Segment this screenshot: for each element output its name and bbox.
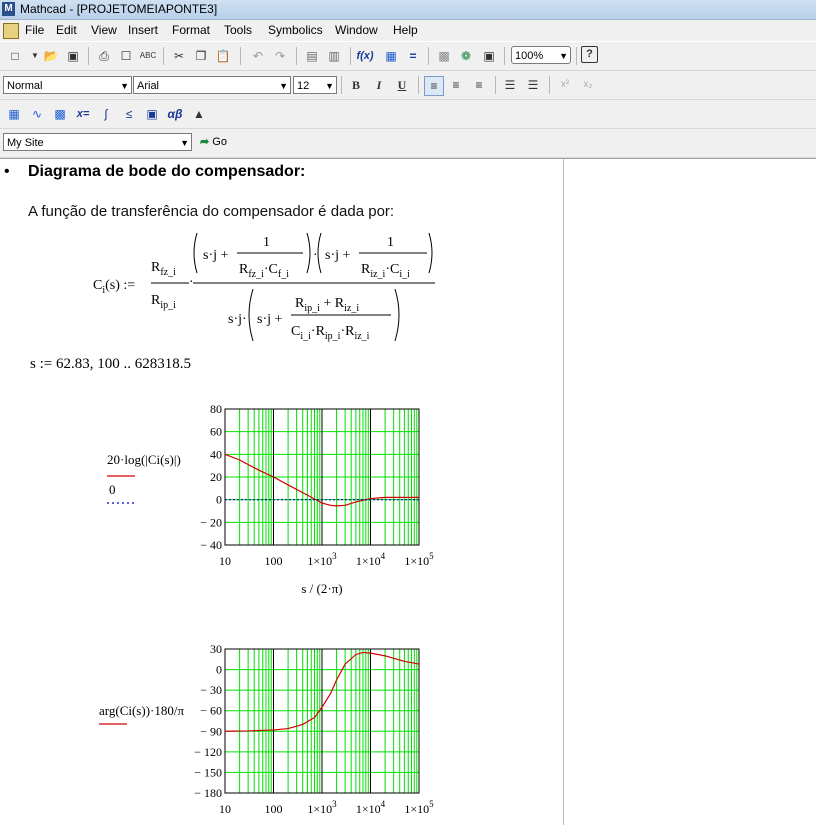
new-dropdown-icon[interactable]: ▼ xyxy=(31,51,39,60)
svg-text:Rip_i: $R_{ip\_i}$ xyxy=(151,293,176,311)
undo-icon[interactable]: ↶ xyxy=(252,49,264,63)
font-size-select[interactable] xyxy=(293,76,337,94)
component-icon[interactable]: ▩ xyxy=(438,49,450,63)
style-value: Normal xyxy=(7,80,43,92)
print-icon[interactable]: ⎙ xyxy=(99,49,109,63)
font-select[interactable] xyxy=(133,76,291,94)
y-tick-label: − 120 xyxy=(194,744,222,759)
y-tick-label: 80 xyxy=(210,402,222,416)
calculator-icon[interactable]: ▦ xyxy=(8,107,20,121)
chevron-down-icon: ▼ xyxy=(325,81,334,91)
font-size-value: 12 xyxy=(297,80,310,92)
align-center-icon[interactable]: ≡ xyxy=(452,78,460,92)
underline-button[interactable]: U xyxy=(397,78,407,92)
menu-file[interactable]: File xyxy=(25,23,45,37)
svg-text:·: · xyxy=(313,248,318,263)
calculus-icon[interactable]: ∫ xyxy=(104,107,108,121)
menu-view[interactable]: View xyxy=(91,23,117,37)
y-axis-expression: 20·log(|Ci(s)|) xyxy=(107,452,181,467)
worksheet[interactable] xyxy=(0,158,816,825)
mathcad-app-icon[interactable]: M xyxy=(2,2,15,16)
x-axis-expression: s / (2·π) xyxy=(301,581,343,596)
programming-icon[interactable]: ▣ xyxy=(146,107,158,121)
menu-bar xyxy=(0,20,816,41)
y-axis-expression: arg(Ci(s))·180/π xyxy=(99,703,185,718)
magnitude-plot[interactable] xyxy=(95,397,455,627)
svg-text:1: 1 xyxy=(387,235,394,250)
y-tick-label: 0 xyxy=(216,662,222,677)
svg-text:Rfz_i: $R_{fz\_i}$ xyxy=(151,260,176,278)
save-icon[interactable]: ▣ xyxy=(67,49,79,63)
menu-format[interactable]: Format xyxy=(172,23,211,37)
svg-text:Rip_i + Riz_i: $R_{ip\_i} + R_{iz\_i}$ xyxy=(295,296,360,314)
phase-plot[interactable] xyxy=(95,639,455,825)
chevron-down-icon: ▼ xyxy=(559,51,568,61)
svg-text:·: · xyxy=(189,275,194,290)
help-button[interactable]: ? xyxy=(581,46,598,63)
zoom-select[interactable] xyxy=(511,46,571,64)
chevron-down-icon: ▼ xyxy=(279,81,288,91)
section-heading[interactable]: Diagrama de bode do compensador: xyxy=(28,163,306,180)
x-tick-label: $1\times 10^3$ xyxy=(307,551,337,568)
y-tick-label: 60 xyxy=(210,424,222,439)
title-bar xyxy=(0,0,816,20)
open-folder-icon[interactable]: 📂 xyxy=(43,49,59,63)
x-tick-label: $1\times 10^3$ xyxy=(307,799,337,816)
numbered-list-icon[interactable]: ☰ xyxy=(527,78,539,92)
chevron-down-icon: ▼ xyxy=(180,138,189,148)
svg-text:Rfz_i·Cf_i: $R_{fz\_i}\cdot C_{f\_i}$ xyxy=(239,262,289,280)
menu-edit[interactable]: Edit xyxy=(56,23,77,37)
font-value: Arial xyxy=(137,80,160,92)
range-variable-definition[interactable]: s := 62.83, 100 .. 628318.5 xyxy=(30,356,191,372)
print-preview-icon[interactable]: ☐ xyxy=(120,49,132,63)
svg-text:1: 1 xyxy=(263,235,270,250)
page-boundary xyxy=(563,159,564,825)
x-tick-label: 100 xyxy=(264,554,283,568)
y-tick-label: − 60 xyxy=(200,703,222,718)
chevron-down-icon: ▼ xyxy=(120,81,129,91)
resources-toolbar xyxy=(0,129,816,158)
zoom-value: 100% xyxy=(515,50,544,62)
graph-icon[interactable]: ∿ xyxy=(31,107,43,121)
insert-function-icon[interactable]: f(x) xyxy=(356,50,374,62)
boolean-icon[interactable]: ≤ xyxy=(125,107,133,121)
transfer-function-equation[interactable] xyxy=(85,229,445,349)
y-tick-label: − 40 xyxy=(200,538,222,552)
redo-icon[interactable]: ↷ xyxy=(274,49,286,63)
y-tick-label: − 20 xyxy=(200,515,222,530)
align-left-icon[interactable]: ≡ xyxy=(424,76,444,96)
svg-text:s·j +: s·j + xyxy=(203,248,229,263)
menu-insert[interactable]: Insert xyxy=(128,23,159,37)
menu-symbolics[interactable]: Symbolics xyxy=(268,23,323,37)
new-document-icon[interactable]: □ xyxy=(11,49,19,63)
x-tick-label: $1\times 10^4$ xyxy=(355,799,386,816)
paste-icon[interactable]: 📋 xyxy=(215,49,231,63)
x-tick-label: 100 xyxy=(264,802,283,816)
style-select[interactable] xyxy=(3,76,132,94)
bullet-icon: • xyxy=(4,163,10,180)
y-tick-label: − 180 xyxy=(194,786,222,800)
go-arrow-icon: ➦ xyxy=(200,136,210,148)
y-tick-label: 30 xyxy=(210,642,222,656)
calculate-icon[interactable]: = xyxy=(409,49,417,63)
subscript-icon[interactable]: x₂ xyxy=(583,79,593,90)
window-title: Mathcad - [PROJETOMEIAPONTE3] xyxy=(20,2,218,16)
y-tick-label: − 30 xyxy=(200,683,222,698)
x-tick-label: 10 xyxy=(219,802,231,816)
menu-help[interactable]: Help xyxy=(393,23,418,37)
svg-text:Riz_i·Ci_i: $R_{iz\_i}\cdot C_{i\_i}$ xyxy=(361,262,410,280)
italic-button[interactable]: I xyxy=(376,78,382,92)
document-icon[interactable] xyxy=(3,23,19,39)
bullet-list-icon[interactable]: ☰ xyxy=(504,78,516,92)
spell-check-icon[interactable]: ABC xyxy=(139,51,157,60)
text-region[interactable]: A função de transferência do compensador é dada por: xyxy=(28,203,395,220)
cut-icon[interactable]: ✂ xyxy=(173,49,185,63)
align-vertical-icon[interactable]: ▥ xyxy=(328,49,340,63)
insert-unit-icon[interactable]: ▦ xyxy=(385,49,397,63)
standard-toolbar xyxy=(0,42,816,71)
evaluation-icon[interactable]: x= xyxy=(76,108,90,120)
x-tick-label: $1\times 10^5$ xyxy=(404,799,434,816)
y-tick-label: 20 xyxy=(210,470,222,484)
x-tick-label: $1\times 10^4$ xyxy=(355,551,386,568)
menu-window[interactable]: Window xyxy=(335,23,378,37)
y-tick-label: − 90 xyxy=(200,724,222,739)
matrix-icon[interactable]: ▩ xyxy=(54,107,66,121)
svg-text:Ci(s) :=: $C_i(s)$ := xyxy=(93,278,136,296)
svg-text:Ci_i·Rip_i·Riz_i: $C_{i\_i}\cdot R_{ip\_i}\cdot R_{iz\_i}$ xyxy=(291,324,370,342)
window-icon[interactable]: ▣ xyxy=(483,49,495,63)
site-select[interactable] xyxy=(3,133,192,151)
y-tick-label: 40 xyxy=(210,447,222,462)
x-tick-label: $1\times 10^5$ xyxy=(404,551,434,568)
menu-tools[interactable]: Tools xyxy=(224,23,253,37)
align-horizontal-icon[interactable]: ▤ xyxy=(306,49,318,63)
y-tick-label: − 150 xyxy=(194,765,222,780)
greek-icon[interactable]: αβ xyxy=(167,107,183,121)
format-toolbar xyxy=(0,71,816,100)
copy-icon[interactable]: ❐ xyxy=(195,49,207,63)
svg-text:s·j +: s·j + xyxy=(257,312,283,327)
x-tick-label: 10 xyxy=(219,554,231,568)
bold-button[interactable]: B xyxy=(351,78,360,92)
y-tick-label: 0 xyxy=(216,492,222,507)
go-label: Go xyxy=(212,136,227,148)
superscript-icon[interactable]: x² xyxy=(560,79,570,90)
resources-icon[interactable]: ❁ xyxy=(460,49,472,63)
y2-axis-expression: 0 xyxy=(109,482,116,497)
math-toolbar xyxy=(0,100,816,129)
svg-text:s·j·: s·j· xyxy=(228,312,247,327)
symbolic-icon[interactable]: ▲ xyxy=(193,107,205,121)
align-right-icon[interactable]: ≡ xyxy=(475,78,483,92)
go-button[interactable] xyxy=(200,135,227,148)
site-value: My Site xyxy=(7,137,44,149)
svg-text:s·j +: s·j + xyxy=(325,248,351,263)
